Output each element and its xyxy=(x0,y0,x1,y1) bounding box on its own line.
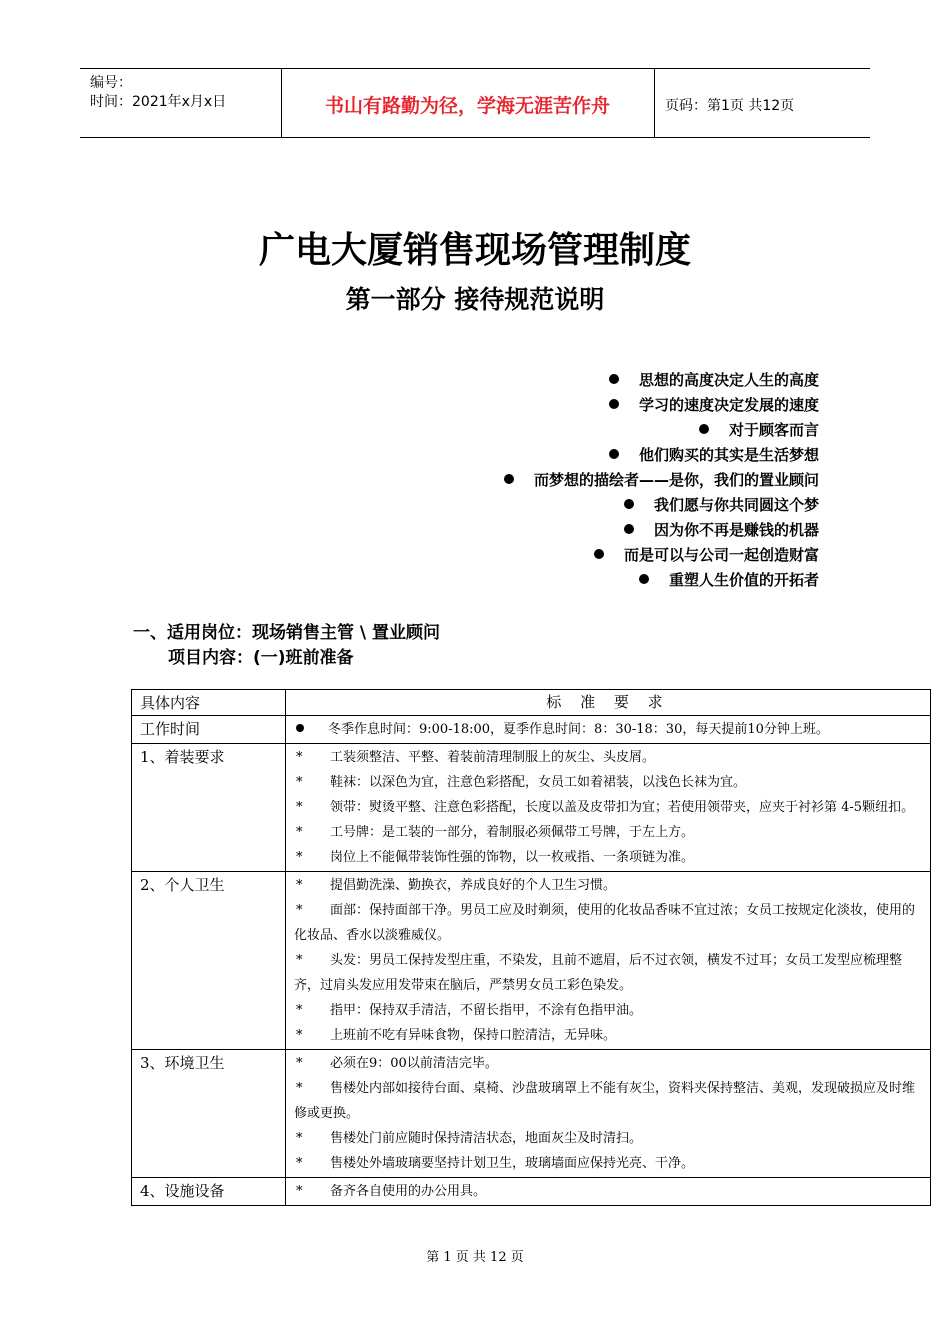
bullet-icon xyxy=(504,474,514,484)
bullet-icon xyxy=(609,374,619,384)
requirement-text: 提倡勤洗澡、勤换衣，养成良好的个人卫生习惯。 xyxy=(330,878,617,893)
row-requirements xyxy=(286,1178,931,1206)
requirement-item xyxy=(294,845,922,870)
asterisk-marker: * xyxy=(296,953,303,968)
bullet-icon xyxy=(609,399,619,409)
row-label: 4、设施设备 xyxy=(132,1178,286,1206)
header-motto-cell xyxy=(281,69,655,137)
asterisk-marker: * xyxy=(296,878,303,893)
section-item: 项目内容：(一)班前准备 xyxy=(168,648,354,668)
doc-number-label: 编号： xyxy=(90,75,132,91)
requirement-text: 冬季作息时间：9:00-18:00，夏季作息时间：8：30-18：30，每天提前10分钟上班。 xyxy=(328,722,829,737)
requirement-item xyxy=(294,770,922,795)
motto-text: 他们购买的其实是生活梦想 xyxy=(638,446,819,464)
motto-text: 我们愿与你共同圆这个梦 xyxy=(653,496,819,514)
requirement-item xyxy=(294,1126,922,1151)
asterisk-marker: * xyxy=(296,800,303,815)
motto-text: 而是可以与公司一起创造财富 xyxy=(623,546,819,564)
requirement-text: 指甲：保持双手清洁，不留长指甲，不涂有色指甲油。 xyxy=(330,1003,643,1018)
asterisk-marker: * xyxy=(296,775,303,790)
requirement-item xyxy=(294,745,922,770)
requirement-item xyxy=(294,795,922,820)
row-requirements xyxy=(286,872,931,1050)
motto-text: 思想的高度决定人生的高度 xyxy=(638,371,819,389)
table-row xyxy=(132,716,931,744)
table-row xyxy=(132,1178,931,1206)
asterisk-marker: * xyxy=(296,1056,303,1071)
motto-text: 因为你不再是赚钱的机器 xyxy=(653,521,819,539)
motto-line xyxy=(319,368,819,393)
row-label: 2、个人卫生 xyxy=(132,872,286,1050)
asterisk-marker: * xyxy=(296,1081,303,1096)
col-header-content: 具体内容 xyxy=(132,690,286,716)
motto-list xyxy=(319,368,819,593)
requirement-text: 备齐各自使用的办公用具。 xyxy=(330,1184,487,1199)
bullet-icon xyxy=(594,549,604,559)
requirement-text: 必须在9：00以前清洁完毕。 xyxy=(330,1056,498,1071)
requirement-item xyxy=(294,1051,922,1076)
requirement-item xyxy=(294,1151,922,1176)
row-label: 工作时间 xyxy=(132,716,286,744)
motto-text: 重塑人生价值的开拓者 xyxy=(668,571,819,589)
requirement-text: 售楼处内部如接待台面、桌椅、沙盘玻璃罩上不能有灰尘，资料夹保持整洁、美观，发现破损应及时维修或更换。 xyxy=(294,1081,916,1121)
header-page-cell xyxy=(655,69,870,137)
asterisk-marker: * xyxy=(296,903,303,918)
requirement-item xyxy=(294,998,922,1023)
requirement-text: 上班前不吃有异味食物，保持口腔清洁，无异味。 xyxy=(330,1028,617,1043)
col-header-requirement: 标 准 要 求 xyxy=(286,690,931,716)
table-row xyxy=(132,872,931,1050)
bullet-icon xyxy=(609,449,619,459)
requirement-item xyxy=(294,820,922,845)
asterisk-marker: * xyxy=(296,1003,303,1018)
page-footer: 第 1 页 共 12 页 xyxy=(426,1250,524,1265)
requirement-text: 鞋袜：以深色为宜，注意色彩搭配，女员工如着裙装，以浅色长袜为宜。 xyxy=(330,775,747,790)
motto-line xyxy=(319,493,819,518)
motto-text: 而梦想的描绘者——是你，我们的置业顾问 xyxy=(533,471,819,489)
motto-line xyxy=(319,443,819,468)
bullet-icon xyxy=(624,524,634,534)
motto-line xyxy=(319,393,819,418)
bullet-icon xyxy=(639,574,649,584)
row-label: 3、环境卫生 xyxy=(132,1050,286,1178)
header-page-info: 页码：第1页 共12页 xyxy=(665,98,795,114)
asterisk-marker: * xyxy=(296,1156,303,1171)
bullet-icon xyxy=(699,424,709,434)
asterisk-marker: * xyxy=(296,850,303,865)
requirement-text: 售楼处外墙玻璃要坚持计划卫生，玻璃墙面应保持光亮、干净。 xyxy=(330,1156,695,1171)
document-subtitle: 第一部分 接待规范说明 xyxy=(345,285,605,314)
bullet-icon xyxy=(624,499,634,509)
page-header xyxy=(80,68,870,138)
asterisk-marker: * xyxy=(296,825,303,840)
table-header-row xyxy=(132,690,931,716)
section-heading: 一、适用岗位：现场销售主管 \ 置业顾问 xyxy=(133,623,441,643)
motto-line xyxy=(319,518,819,543)
document-title: 广电大厦销售现场管理制度 xyxy=(258,229,691,271)
row-label: 1、着装要求 xyxy=(132,744,286,872)
table-row xyxy=(132,744,931,872)
requirement-text: 工号牌：是工装的一部分，着制服必须佩带工号牌，于左上方。 xyxy=(330,825,695,840)
requirement-item xyxy=(294,717,922,742)
requirement-text: 头发：男员工保持发型庄重，不染发，且前不遮眉，后不过衣领，横发不过耳；女员工发型应梳理整齐，过肩头发应用发带束在脑后，严禁男女员工彩色染发。 xyxy=(294,953,903,993)
requirement-item xyxy=(294,1179,922,1204)
motto-line xyxy=(319,568,819,593)
requirement-item xyxy=(294,1023,922,1048)
table-row xyxy=(132,1050,931,1178)
requirement-item xyxy=(294,873,922,898)
requirement-text: 岗位上不能佩带装饰性强的饰物，以一枚戒指、一条项链为准。 xyxy=(330,850,695,865)
header-left-cell xyxy=(80,69,282,137)
row-requirements xyxy=(286,716,931,744)
row-requirements xyxy=(286,744,931,872)
requirement-text: 面部：保持面部干净。男员工应及时剃须，使用的化妆品香味不宜过浓；女员工按规定化淡妆，使用的化妆品、香水以淡雅威仪。 xyxy=(294,903,916,943)
standards-table xyxy=(131,689,931,1206)
asterisk-marker: * xyxy=(296,750,303,765)
motto-line xyxy=(319,418,819,443)
requirement-item xyxy=(294,1076,922,1126)
motto-text: 对于顾客而言 xyxy=(728,421,819,439)
requirement-text: 领带：熨烫平整、注意色彩搭配，长度以盖及皮带扣为宜；若使用领带夹，应夹于衬衫第 4-5颗纽扣。 xyxy=(330,800,915,815)
motto-line xyxy=(319,468,819,493)
requirement-text: 售楼处门前应随时保持清洁状态，地面灰尘及时清扫。 xyxy=(330,1131,643,1146)
requirement-text: 工装须整洁、平整、着装前清理制服上的灰尘、头皮屑。 xyxy=(330,750,656,765)
doc-time-label: 时间：2021年x月x日 xyxy=(90,94,227,110)
requirement-item xyxy=(294,898,922,948)
row-requirements xyxy=(286,1050,931,1178)
motto-line xyxy=(319,543,819,568)
requirement-item xyxy=(294,948,922,998)
motto-text: 学习的速度决定发展的速度 xyxy=(638,396,819,414)
asterisk-marker: * xyxy=(296,1131,303,1146)
asterisk-marker: * xyxy=(296,1028,303,1043)
bullet-icon xyxy=(296,724,304,732)
asterisk-marker: * xyxy=(296,1184,303,1199)
header-motto: 书山有路勤为径，学海无涯苦作舟 xyxy=(324,95,610,117)
